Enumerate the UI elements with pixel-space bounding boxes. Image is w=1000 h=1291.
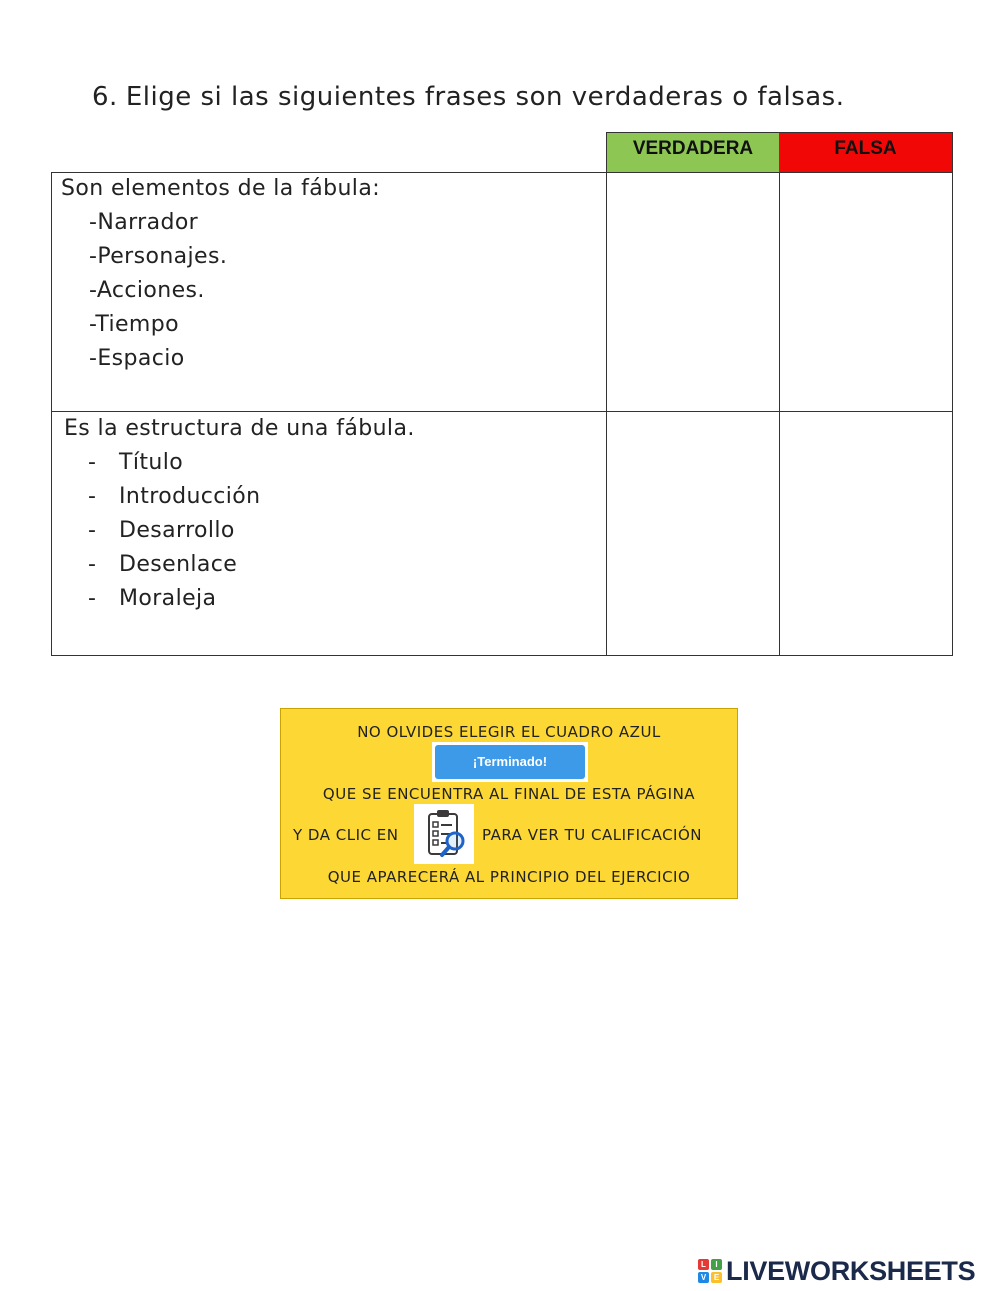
question-number: 6.: [92, 82, 118, 112]
list-item: -Acciones.: [89, 278, 205, 303]
statement-2-title: Es la estructura de una fábula.: [64, 416, 415, 441]
header-verdadera: VERDADERA: [606, 132, 780, 173]
statement-1-title: Son elementos de la fábula:: [61, 176, 381, 201]
list-item: - Título: [64, 446, 415, 480]
list-dash: -: [88, 552, 97, 577]
list-dash: -: [88, 518, 97, 543]
list-item: - Moraleja: [64, 582, 415, 616]
row1-verdadera-cell[interactable]: [607, 173, 779, 411]
statement-2-list: [64, 446, 415, 616]
list-item: -Tiempo: [89, 312, 179, 337]
instructions-box: [280, 708, 738, 899]
instruction-line-1: NO OLVIDES ELEGIR EL CUADRO AZUL: [357, 723, 661, 741]
liveworksheets-logo: [698, 1256, 975, 1286]
list-dash: -: [88, 484, 97, 509]
list-item: - Desenlace: [64, 548, 415, 582]
list-dash: -: [88, 450, 97, 475]
row1-falsa-cell[interactable]: [780, 173, 952, 411]
list-item: - Desarrollo: [64, 514, 415, 548]
terminado-button-image: [432, 742, 588, 782]
list-item: -Personajes.: [89, 244, 228, 269]
statement-1: [61, 172, 380, 376]
instruction-line-3: QUE SE ENCUENTRA AL FINAL DE ESTA PÁGINA: [322, 785, 696, 803]
question-text: Elige si las siguientes frases son verdaderas o falsas.: [125, 82, 845, 112]
instruction-line-4-end: PARA VER TU CALIFICACIÓN: [482, 826, 702, 844]
row2-falsa-cell[interactable]: [780, 412, 952, 655]
logo-blocks: L I V E: [698, 1259, 722, 1283]
list-item: -Espacio: [89, 346, 185, 371]
header-falsa: FALSA: [779, 132, 953, 173]
instruction-line-5: QUE APARECERÁ AL PRINCIPIO DEL EJERCICIO: [327, 868, 691, 886]
row2-verdadera-cell[interactable]: [607, 412, 779, 655]
list-item: -Narrador: [89, 210, 199, 235]
list-item: - Introducción: [64, 480, 415, 514]
question-heading: [92, 82, 844, 112]
statement-1-list: [61, 206, 380, 376]
list-dash: -: [88, 586, 97, 611]
terminado-button-label: ¡Terminado!: [435, 745, 585, 779]
statement-2: [64, 412, 415, 616]
logo-text: LIVEWORKSHEETS: [726, 1255, 976, 1286]
clipboard-magnifier-icon: [414, 804, 474, 864]
instruction-line-4-start: Y DA CLIC EN: [293, 826, 399, 844]
